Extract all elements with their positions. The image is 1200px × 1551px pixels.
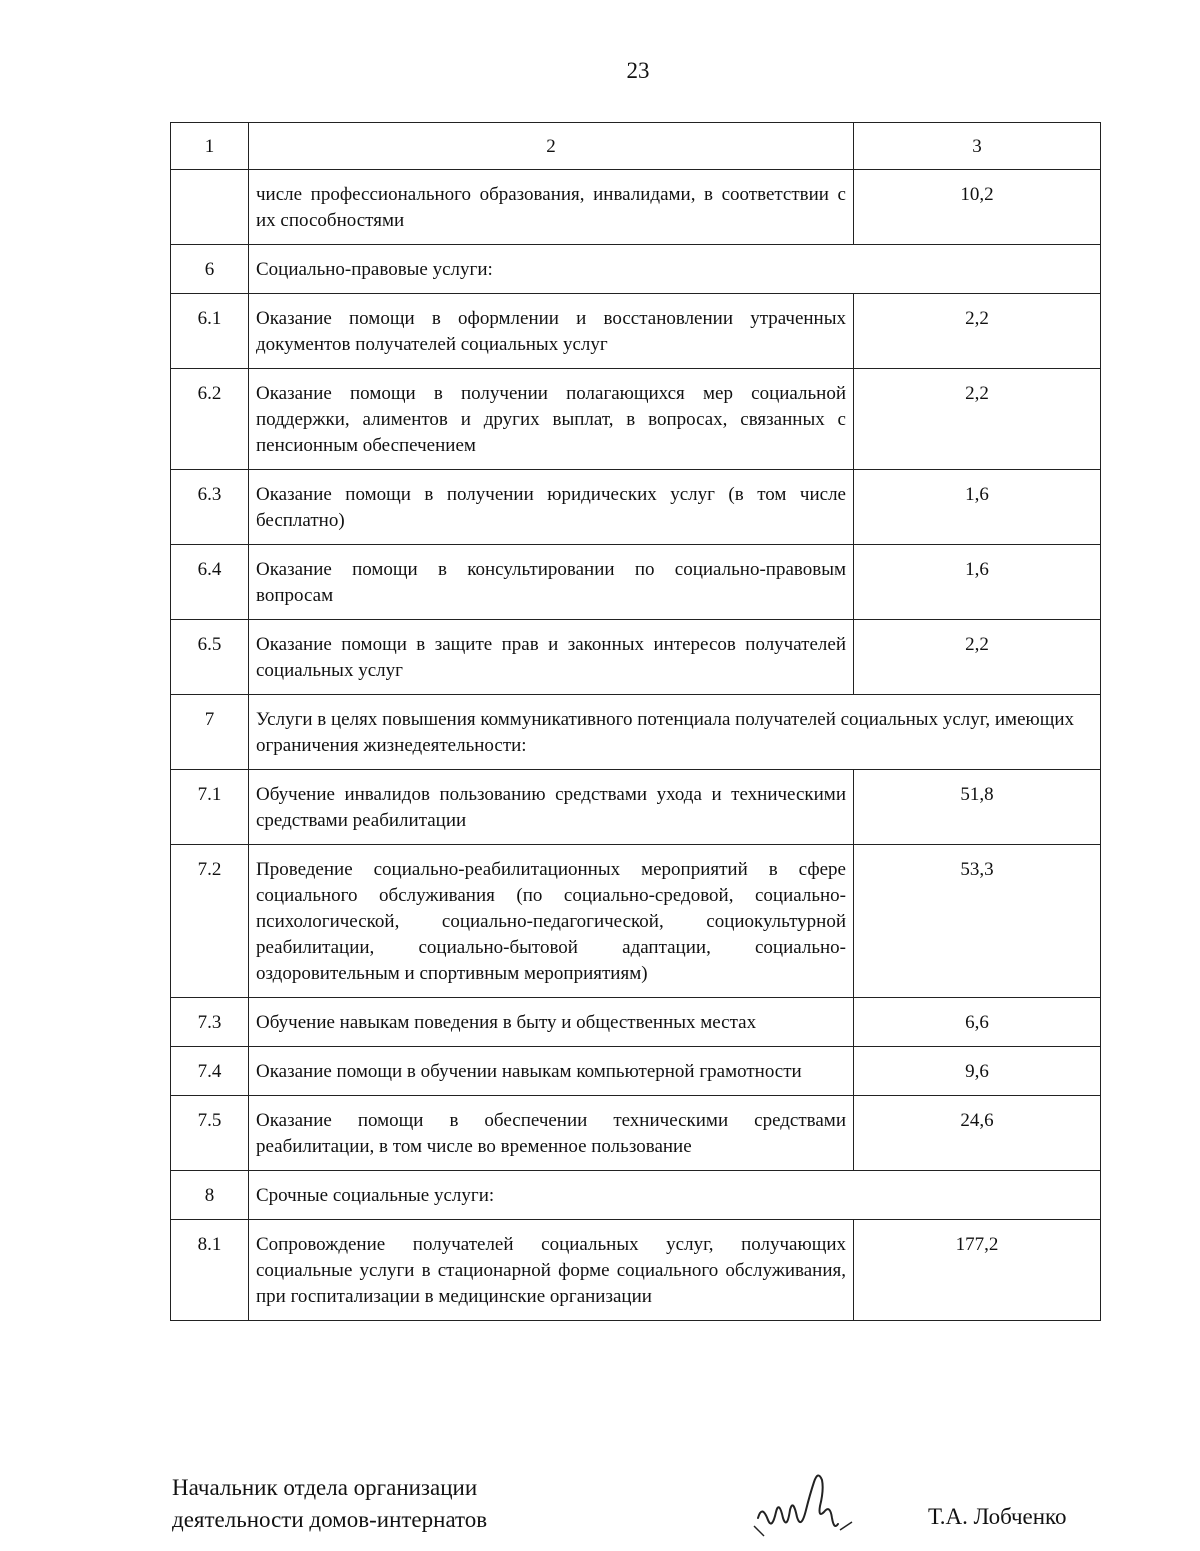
table-row (171, 1171, 1101, 1220)
service-value-cell: 2,2 (854, 369, 1101, 470)
table-row (171, 998, 1101, 1047)
row-number-cell: 7.5 (171, 1096, 249, 1171)
service-description-cell: Обучение навыкам поведения в быту и общественных местах (249, 998, 854, 1047)
service-description-cell: Обучение инвалидов пользованию средствами ухода и техническими средствами реабилитации (249, 770, 854, 845)
table-row (171, 1220, 1101, 1321)
row-number-cell: 6.5 (171, 620, 249, 695)
table-row (171, 620, 1101, 695)
service-value-cell: 24,6 (854, 1096, 1101, 1171)
header-cell-2: 2 (249, 123, 854, 170)
table-row (171, 545, 1101, 620)
table-row (171, 1047, 1101, 1096)
row-number-cell: 7.4 (171, 1047, 249, 1096)
service-value-cell: 1,6 (854, 545, 1101, 620)
row-number-cell: 7.2 (171, 845, 249, 998)
service-description-cell: Срочные социальные услуги: (249, 1171, 1101, 1220)
table-row (171, 695, 1101, 770)
service-description-cell: Оказание помощи в получении юридических услуг (в том числе бесплатно) (249, 470, 854, 545)
row-number-cell: 7.3 (171, 998, 249, 1047)
row-number-cell: 6.2 (171, 369, 249, 470)
row-number-cell: 8.1 (171, 1220, 249, 1321)
table-row (171, 770, 1101, 845)
service-description-cell: Оказание помощи в получении полагающихся мер социальной поддержки, алиментов и других выплат, в вопросах, связанных с пенсионным обеспечением (249, 369, 854, 470)
footer-title-line-2: деятельности домов-интернатов (172, 1507, 488, 1532)
service-description-cell: Оказание помощи в оформлении и восстановлении утраченных документов получателей социальных услуг (249, 294, 854, 369)
handwritten-signature (752, 1460, 862, 1540)
page-number: 23 (626, 58, 650, 83)
row-number-cell: 7.1 (171, 770, 249, 845)
service-value-cell: 51,8 (854, 770, 1101, 845)
services-table (170, 122, 1101, 1321)
footer-title-line-1: Начальник отдела организации (172, 1475, 478, 1500)
service-value-cell: 10,2 (854, 170, 1101, 245)
header-cell-1: 1 (171, 123, 249, 170)
service-description-cell: Оказание помощи в обучении навыкам компьютерной грамотности (249, 1047, 854, 1096)
table-row (171, 170, 1101, 245)
row-number-cell (171, 170, 249, 245)
row-number-cell: 6.4 (171, 545, 249, 620)
service-value-cell: 2,2 (854, 620, 1101, 695)
service-description-cell: Оказание помощи в обеспечении техническими средствами реабилитации, в том числе во временное пользование (249, 1096, 854, 1171)
table-row (171, 470, 1101, 545)
service-value-cell: 53,3 (854, 845, 1101, 998)
table-row (171, 294, 1101, 369)
row-number-cell: 7 (171, 695, 249, 770)
row-number-cell: 8 (171, 1171, 249, 1220)
table-row (171, 245, 1101, 294)
row-number-cell: 6.3 (171, 470, 249, 545)
services-table-body (171, 123, 1101, 1321)
row-number-cell: 6.1 (171, 294, 249, 369)
service-description-cell: Услуги в целях повышения коммуникативного потенциала получателей социальных услуг, имеющих ограничения жизнедеятельности: (249, 695, 1101, 770)
service-description-cell: Проведение социально-реабилитационных мероприятий в сфере социального обслуживания (по социально-средовой, социально-психологической, социально-педагогической, социокультурной реабилитации, социально-бытовой адаптации, социально-оздоровительным и спортивным мероприятиям) (249, 845, 854, 998)
header-cell-3: 3 (854, 123, 1101, 170)
row-number-cell: 6 (171, 245, 249, 294)
service-value-cell: 6,6 (854, 998, 1101, 1047)
service-description-cell: Сопровождение получателей социальных услуг, получающих социальные услуги в стационарной форме социального обслуживания, при госпитализации в медицинские организации (249, 1220, 854, 1321)
service-value-cell: 2,2 (854, 294, 1101, 369)
service-value-cell: 9,6 (854, 1047, 1101, 1096)
table-row (171, 1096, 1101, 1171)
footer-title (172, 1472, 487, 1536)
service-description-cell: Оказание помощи в защите прав и законных интересов получателей социальных услуг (249, 620, 854, 695)
table-row (171, 845, 1101, 998)
signer-name: Т.А. Лобченко (928, 1504, 1067, 1529)
table-header-row (171, 123, 1101, 170)
service-value-cell: 1,6 (854, 470, 1101, 545)
service-description-cell: числе профессионального образования, инвалидами, в соответствии с их способностями (249, 170, 854, 245)
service-description-cell: Социально-правовые услуги: (249, 245, 1101, 294)
table-row (171, 369, 1101, 470)
service-value-cell: 177,2 (854, 1220, 1101, 1321)
service-description-cell: Оказание помощи в консультировании по социально-правовым вопросам (249, 545, 854, 620)
